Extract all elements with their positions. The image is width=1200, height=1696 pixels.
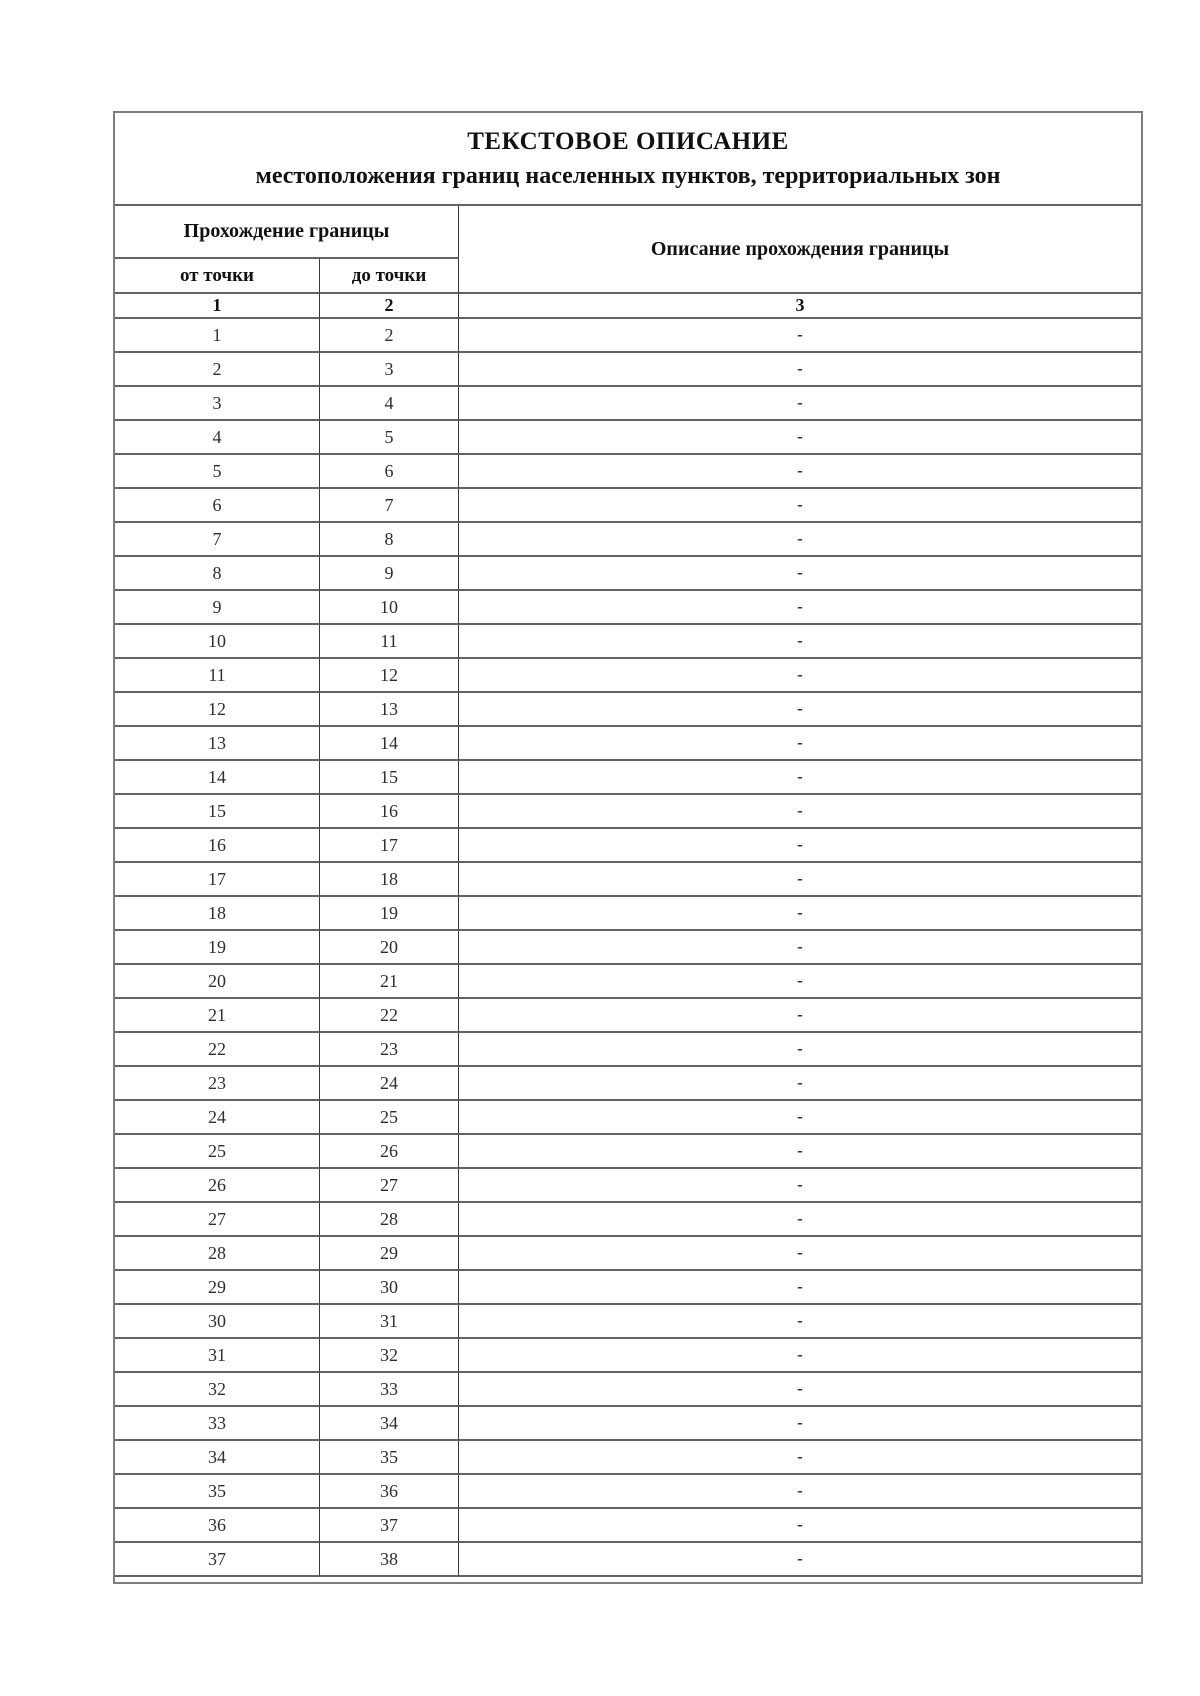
table-row: [115, 829, 1141, 863]
table-row: [115, 1543, 1141, 1577]
table-row: [115, 1067, 1141, 1101]
cell-from-point: 12: [115, 693, 320, 727]
cell-description: -: [459, 1543, 1141, 1577]
table-row: [115, 659, 1141, 693]
table-row: [115, 999, 1141, 1033]
table-row: [115, 455, 1141, 489]
column-number-3: 3: [459, 294, 1141, 319]
table-row: [115, 1237, 1141, 1271]
table-row: [115, 1373, 1141, 1407]
boundary-description-table: [113, 111, 1143, 1584]
cell-from-point: 11: [115, 659, 320, 693]
header-from-point: от точки: [115, 259, 320, 294]
table-row: [115, 1135, 1141, 1169]
cell-description: -: [459, 1407, 1141, 1441]
cell-to-point: 11: [320, 625, 459, 659]
cell-from-point: 2: [115, 353, 320, 387]
cell-to-point: 16: [320, 795, 459, 829]
cell-from-point: 29: [115, 1271, 320, 1305]
cell-description: -: [459, 1441, 1141, 1475]
column-number-1: 1: [115, 294, 320, 319]
cell-description: -: [459, 523, 1141, 557]
cell-to-point: 36: [320, 1475, 459, 1509]
cell-from-point: 4: [115, 421, 320, 455]
cell-description: -: [459, 421, 1141, 455]
cell-description: -: [459, 1373, 1141, 1407]
cell-to-point: 31: [320, 1305, 459, 1339]
table-row: [115, 625, 1141, 659]
cell-description: -: [459, 1237, 1141, 1271]
table-row: [115, 1101, 1141, 1135]
cell-to-point: 30: [320, 1271, 459, 1305]
table-row: [115, 421, 1141, 455]
cell-to-point: 3: [320, 353, 459, 387]
table-row: [115, 863, 1141, 897]
table-row: [115, 523, 1141, 557]
table-row: [115, 319, 1141, 353]
cell-from-point: 16: [115, 829, 320, 863]
cell-from-point: 35: [115, 1475, 320, 1509]
header-description: Описание прохождения границы: [459, 206, 1141, 294]
cell-to-point: 23: [320, 1033, 459, 1067]
cell-from-point: 19: [115, 931, 320, 965]
cell-description: -: [459, 1271, 1141, 1305]
cell-from-point: 8: [115, 557, 320, 591]
cell-to-point: 32: [320, 1339, 459, 1373]
cell-from-point: 21: [115, 999, 320, 1033]
cell-from-point: 25: [115, 1135, 320, 1169]
cell-to-point: 22: [320, 999, 459, 1033]
table-row: [115, 1407, 1141, 1441]
cell-to-point: 25: [320, 1101, 459, 1135]
cell-description: -: [459, 625, 1141, 659]
table-row: [115, 1305, 1141, 1339]
cell-to-point: 35: [320, 1441, 459, 1475]
table-row: [115, 591, 1141, 625]
table-row: [115, 1339, 1141, 1373]
cell-description: -: [459, 489, 1141, 523]
cell-description: -: [459, 1509, 1141, 1543]
cell-from-point: 26: [115, 1169, 320, 1203]
cell-description: -: [459, 1169, 1141, 1203]
cell-description: -: [459, 1033, 1141, 1067]
cell-to-point: 17: [320, 829, 459, 863]
cell-to-point: 24: [320, 1067, 459, 1101]
cell-description: -: [459, 387, 1141, 421]
cell-description: -: [459, 557, 1141, 591]
cell-from-point: 15: [115, 795, 320, 829]
header-row-numbers: [115, 294, 1141, 319]
cell-to-point: 27: [320, 1169, 459, 1203]
table-row: [115, 693, 1141, 727]
cell-to-point: 2: [320, 319, 459, 353]
cell-from-point: 34: [115, 1441, 320, 1475]
cell-from-point: 3: [115, 387, 320, 421]
boundary-table: [115, 206, 1141, 1577]
cell-to-point: 15: [320, 761, 459, 795]
cell-description: -: [459, 659, 1141, 693]
cell-from-point: 22: [115, 1033, 320, 1067]
cell-description: -: [459, 353, 1141, 387]
table-row: [115, 1169, 1141, 1203]
cell-from-point: 36: [115, 1509, 320, 1543]
cell-description: -: [459, 1101, 1141, 1135]
header-row-group: [115, 206, 1141, 259]
cell-to-point: 4: [320, 387, 459, 421]
header-border-passage: Прохождение границы: [115, 206, 459, 259]
cell-description: -: [459, 863, 1141, 897]
cell-from-point: 33: [115, 1407, 320, 1441]
cell-from-point: 23: [115, 1067, 320, 1101]
document-subtitle: местоположения границ населенных пунктов, территориальных зон: [255, 162, 1001, 189]
cell-from-point: 17: [115, 863, 320, 897]
cell-to-point: 6: [320, 455, 459, 489]
cell-description: -: [459, 1305, 1141, 1339]
cell-to-point: 34: [320, 1407, 459, 1441]
cell-from-point: 30: [115, 1305, 320, 1339]
table-row: [115, 727, 1141, 761]
cell-description: -: [459, 693, 1141, 727]
cell-to-point: 33: [320, 1373, 459, 1407]
cell-to-point: 26: [320, 1135, 459, 1169]
cell-description: -: [459, 1339, 1141, 1373]
cell-from-point: 28: [115, 1237, 320, 1271]
column-number-2: 2: [320, 294, 459, 319]
cell-description: -: [459, 931, 1141, 965]
cell-description: -: [459, 455, 1141, 489]
table-row: [115, 387, 1141, 421]
cell-description: -: [459, 1203, 1141, 1237]
table-row: [115, 931, 1141, 965]
table-row: [115, 1441, 1141, 1475]
cell-from-point: 37: [115, 1543, 320, 1577]
table-row: [115, 1509, 1141, 1543]
table-row: [115, 795, 1141, 829]
table-row: [115, 965, 1141, 999]
table-row: [115, 1271, 1141, 1305]
cell-to-point: 7: [320, 489, 459, 523]
cell-to-point: 19: [320, 897, 459, 931]
cell-from-point: 13: [115, 727, 320, 761]
table-row: [115, 897, 1141, 931]
cell-to-point: 12: [320, 659, 459, 693]
cell-from-point: 5: [115, 455, 320, 489]
cell-to-point: 20: [320, 931, 459, 965]
cell-description: -: [459, 591, 1141, 625]
cell-from-point: 14: [115, 761, 320, 795]
cell-to-point: 5: [320, 421, 459, 455]
cell-description: -: [459, 1135, 1141, 1169]
cell-description: -: [459, 727, 1141, 761]
table-row: [115, 1203, 1141, 1237]
cell-description: -: [459, 999, 1141, 1033]
document-title: ТЕКСТОВОЕ ОПИСАНИЕ: [467, 127, 789, 155]
table-body: [115, 319, 1141, 1577]
cell-to-point: 29: [320, 1237, 459, 1271]
header-to-point: до точки: [320, 259, 459, 294]
table-row: [115, 1033, 1141, 1067]
cell-to-point: 10: [320, 591, 459, 625]
document-title-block: [115, 113, 1141, 206]
cell-to-point: 8: [320, 523, 459, 557]
cell-to-point: 38: [320, 1543, 459, 1577]
cell-from-point: 20: [115, 965, 320, 999]
table-row: [115, 1475, 1141, 1509]
cell-from-point: 32: [115, 1373, 320, 1407]
cell-from-point: 31: [115, 1339, 320, 1373]
cell-description: -: [459, 829, 1141, 863]
cell-from-point: 27: [115, 1203, 320, 1237]
cell-from-point: 7: [115, 523, 320, 557]
table-row: [115, 489, 1141, 523]
cell-to-point: 13: [320, 693, 459, 727]
table-row: [115, 557, 1141, 591]
table-row: [115, 353, 1141, 387]
cell-to-point: 14: [320, 727, 459, 761]
cell-description: -: [459, 795, 1141, 829]
cell-description: -: [459, 1067, 1141, 1101]
cell-description: -: [459, 1475, 1141, 1509]
cell-description: -: [459, 965, 1141, 999]
cell-description: -: [459, 319, 1141, 353]
cell-from-point: 10: [115, 625, 320, 659]
cell-to-point: 21: [320, 965, 459, 999]
cell-to-point: 18: [320, 863, 459, 897]
cell-from-point: 9: [115, 591, 320, 625]
table-row: [115, 761, 1141, 795]
cell-from-point: 24: [115, 1101, 320, 1135]
cell-from-point: 6: [115, 489, 320, 523]
cell-description: -: [459, 897, 1141, 931]
cell-to-point: 28: [320, 1203, 459, 1237]
cell-from-point: 1: [115, 319, 320, 353]
cell-to-point: 37: [320, 1509, 459, 1543]
cell-to-point: 9: [320, 557, 459, 591]
cell-description: -: [459, 761, 1141, 795]
cell-from-point: 18: [115, 897, 320, 931]
